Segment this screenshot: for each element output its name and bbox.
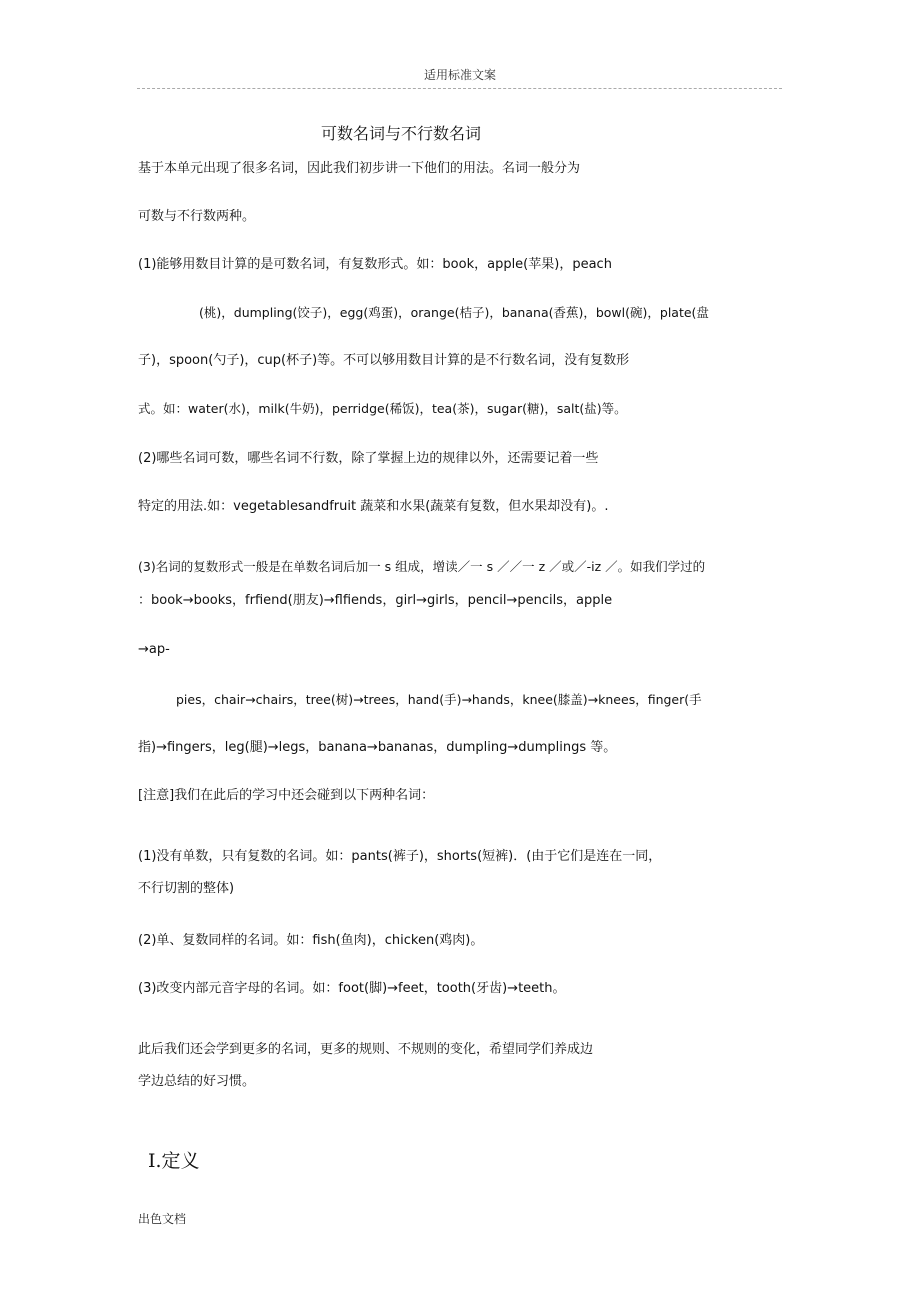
body-line: 指)→fingers，leg(腿)→legs，banana→bananas，dumpling→dumplings 等。 (138, 740, 617, 755)
body-line: 式。如：water(水)，milk(牛奶)，perridge(稀饭)，tea(茶)，sugar(糖)，salt(盐)等。 (138, 401, 627, 416)
page-header: 适用标准文案 (423, 68, 496, 82)
body-line: pies，chair→chairs，tree(树)→trees，hand(手)→hands，knee(膝盖)→knees，finger(手 (176, 692, 702, 707)
body-line: (1)没有单数，只有复数的名词。如：pants(裤子)，shorts(短裤)．(由于它们是连在一同， (138, 849, 662, 864)
body-line: [注意]我们在此后的学习中还会碰到以下两种名词： (138, 788, 435, 803)
body-line: (2)哪些名词可数，哪些名词不行数，除了掌握上边的规律以外，还需要记着一些 (138, 451, 599, 466)
body-line: 不行切割的整体) (138, 881, 235, 896)
header-divider (137, 88, 782, 89)
section-heading: Ⅰ.定义 (148, 1150, 200, 1172)
body-line: 特定的用法.如：vegetablesandfruit 蔬菜和水果(蔬菜有复数，但水果却没有)。. (138, 499, 609, 514)
document-title: 可数名词与不行数名词 (321, 124, 482, 143)
body-line: 基于本单元出现了很多名词，因此我们初步讲一下他们的用法。名词一般分为 (138, 161, 581, 176)
body-line: 可数与不行数两种。 (138, 209, 256, 224)
body-line: ：book→books，frfiend(朋友)→flfiends，girl→girls，pencil→pencils，apple (138, 593, 613, 608)
body-line: →ap- (138, 642, 170, 657)
body-line: (1)能够用数目计算的是可数名词，有复数形式。如：book，apple(苹果)，peach (138, 257, 612, 272)
body-line: 子)，spoon(勺子)，cup(杯子)等。不可以够用数目计算的是不行数名词，没有复数形 (138, 353, 630, 368)
body-line: 此后我们还会学到更多的名词，更多的规则、不规则的变化，希望同学们养成边 (138, 1042, 594, 1057)
body-line: (桃)，dumpling(饺子)，egg(鸡蛋)，orange(桔子)，banana(香蕉)，bowl(碗)，plate(盘 (199, 305, 709, 320)
page-footer: 出色文档 (138, 1212, 187, 1226)
body-line: (3)改变内部元音字母的名词。如：foot(脚)→feet，tooth(牙齿)→teeth。 (138, 981, 566, 996)
body-line: (3)名词的复数形式一般是在单数名词后加一 s 组成，增读／一 s ／／一 z ／或／-iz ／。如我们学过的 (138, 559, 706, 574)
body-line: (2)单、复数同样的名词。如：fish(鱼肉)，chicken(鸡肉)。 (138, 933, 484, 948)
body-line: 学边总结的好习惯。 (138, 1074, 256, 1089)
